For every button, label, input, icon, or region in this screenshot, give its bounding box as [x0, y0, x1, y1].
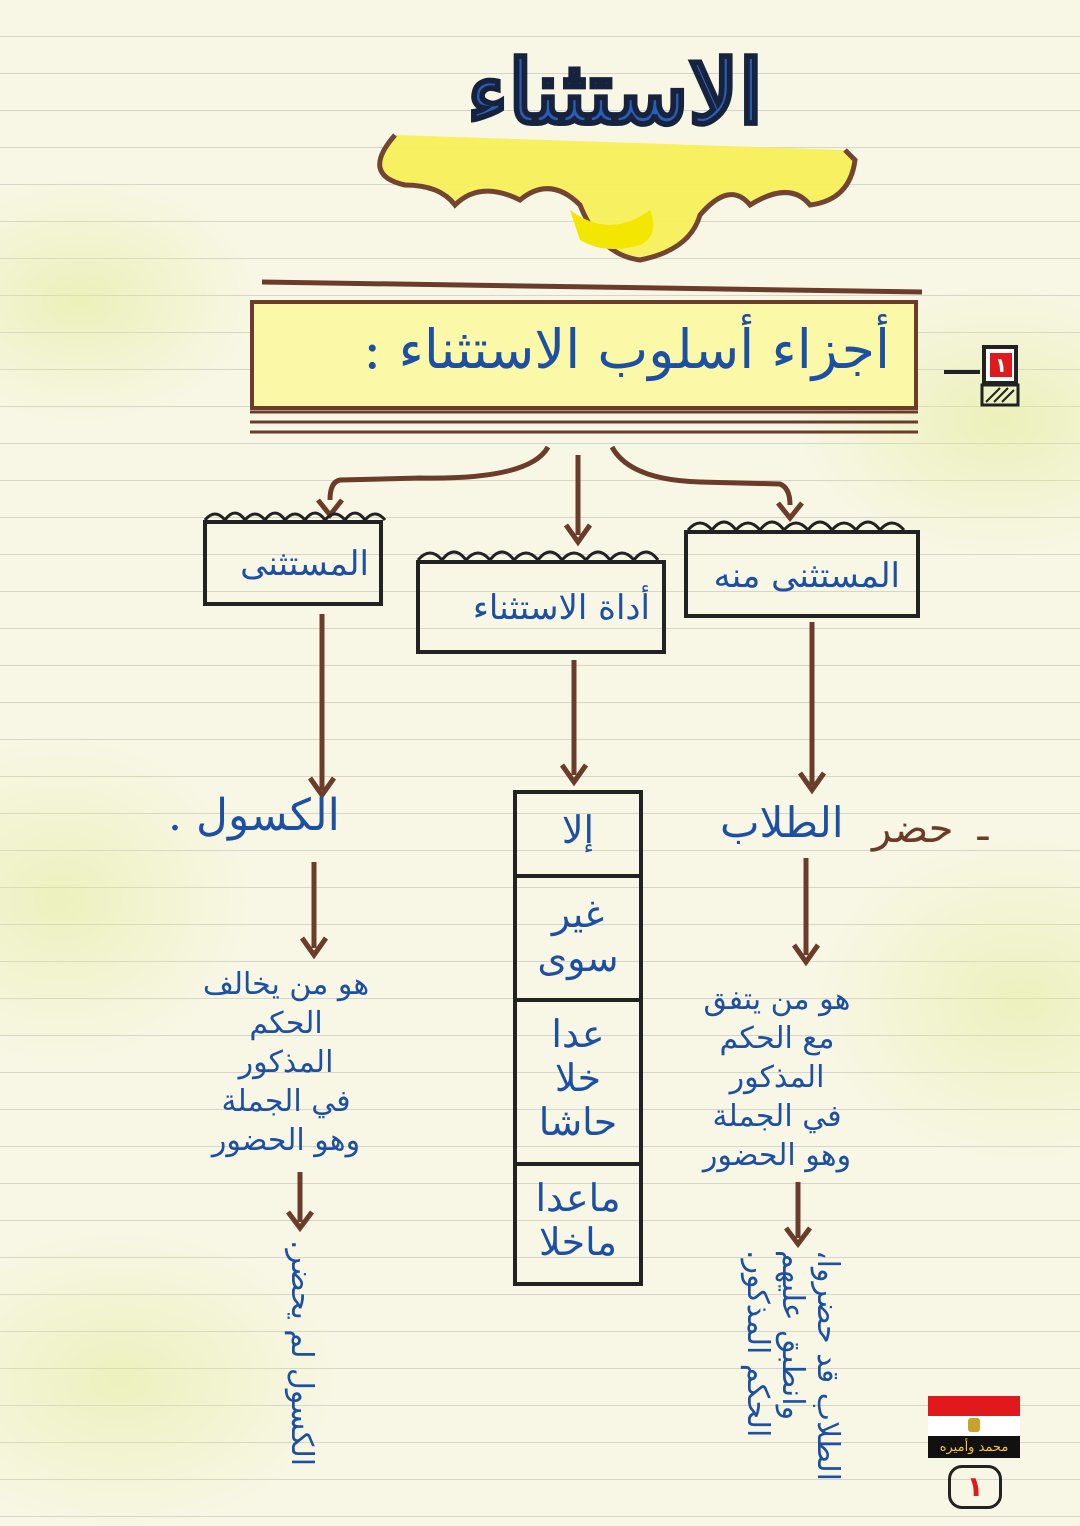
tools-cell: [517, 790, 639, 874]
section-number: ١: [990, 353, 1012, 377]
tool-word: غير: [551, 892, 605, 936]
tool-word: إلا: [561, 808, 595, 852]
tool-word: حاشا: [538, 1100, 618, 1144]
tool-word: عدا: [551, 1012, 605, 1056]
tool-word: ماعدا: [535, 1176, 621, 1220]
page-number: ١: [966, 1470, 984, 1503]
tools-table: [513, 790, 643, 1286]
tools-cell: [517, 1162, 639, 1286]
definition-mustathna-minhu: [672, 980, 882, 1175]
tool-word: سوى: [537, 936, 619, 980]
page-number-badge: [948, 1465, 1002, 1509]
definition-line: الحكم: [249, 1006, 323, 1041]
conclusion-mustathna-minhu-line: وانطبق عليهم: [775, 1250, 810, 1421]
section-heading: أجزاء أسلوب الاستثناء :: [363, 318, 890, 381]
part-label-mustathna: المستثنى: [240, 544, 369, 584]
tool-word: ماخلا: [538, 1220, 618, 1264]
example-verb: حضر: [872, 806, 954, 852]
page-title: الاستثناء: [466, 40, 764, 144]
definition-line: المذكور: [238, 1045, 334, 1080]
example-mustathna: الكسول .: [168, 790, 340, 841]
part-box-adat: [416, 560, 666, 654]
tools-cell: [517, 874, 639, 998]
definition-line: في الجملة: [712, 1099, 842, 1134]
definition-line: وهو الحضور: [211, 1123, 361, 1158]
definition-line: مع الحكم: [719, 1021, 835, 1056]
part-box-mustathna-minhu: [684, 530, 920, 618]
part-label-mustathna-minhu: المستثنى منه: [713, 556, 900, 596]
section-number-badge: [982, 345, 1018, 385]
definition-mustathna: [166, 965, 406, 1160]
part-label-adat: أداة الاستثناء: [472, 588, 650, 628]
tool-word: خلا: [554, 1056, 602, 1100]
conclusion-mustathna-line: الكسول لم يحضر.: [284, 1240, 319, 1467]
example-dash: -: [975, 810, 991, 861]
tools-cell: [517, 998, 639, 1162]
part-box-mustathna: [203, 520, 383, 606]
conclusion-mustathna-minhu-line: الطلاب قد حضروا،: [810, 1250, 845, 1482]
flag-emblem: [928, 1396, 1020, 1458]
definition-line: في الجملة: [221, 1084, 351, 1119]
definition-line: المذكور: [729, 1060, 825, 1095]
definition-line: وهو الحضور: [702, 1138, 852, 1173]
conclusion-mustathna-minhu-line: الحكم المذكور.: [740, 1250, 775, 1438]
example-mustathna-minhu: الطلاب: [720, 798, 844, 847]
definition-line: هو من يتفق: [703, 982, 851, 1017]
authors-label: محمد وأميره: [939, 1440, 1009, 1455]
definition-line: هو من يخالف: [202, 967, 370, 1002]
